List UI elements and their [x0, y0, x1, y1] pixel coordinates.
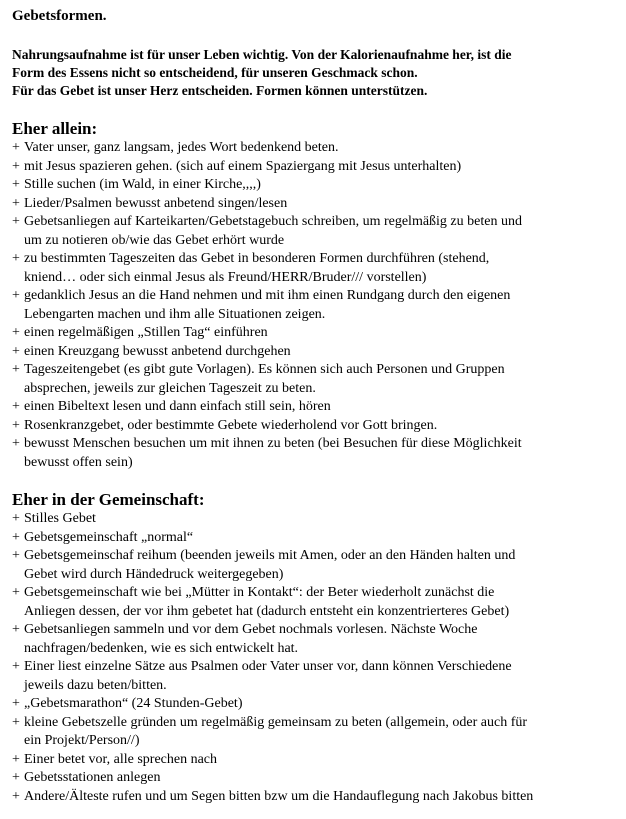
bullet-plus: +	[12, 436, 20, 451]
bullet-plus: +	[12, 140, 20, 155]
list-item-text: Stille suchen (im Wald, in einer Kirche,,,,)	[24, 177, 261, 192]
list-item	[12, 714, 616, 751]
list-item	[12, 139, 616, 158]
list-item	[12, 658, 616, 695]
bullet-plus: +	[12, 325, 20, 340]
bullet-plus: +	[12, 158, 20, 174]
section-heading-alone: Eher allein:	[12, 119, 98, 138]
bullet-plus: +	[12, 548, 20, 563]
list-item	[12, 213, 616, 250]
bullet-plus: +	[12, 511, 20, 526]
list-item-text: Einer liest einzelne Sätze aus Psalmen oder Vater unser vor, dann können Verschiedene	[24, 659, 512, 674]
bullet-plus: +	[12, 417, 20, 433]
list-item-text: Lieder/Psalmen bewusst anbetend singen/lesen	[24, 195, 288, 211]
intro-line: Form des Essens nicht so entscheidend, für unseren Geschmack schon.	[12, 65, 418, 80]
bullet-plus: +	[12, 177, 20, 192]
list-item-text: kniend… oder sich einmal Jesus als Freund/HERR/Bruder/// vorstellen)	[24, 269, 427, 285]
list-item-text: bewusst Menschen besuchen um mit ihnen zu beten (bei Besuchen für diese Möglichkeit	[24, 436, 522, 451]
list-item	[12, 417, 616, 436]
list-item-text: absprechen, jeweils zur gleichen Tageszeit zu beten.	[24, 380, 316, 396]
list-item-text: Gebetsgemeinschaft „normal“	[24, 529, 194, 545]
list-item-text: Vater unser, ganz langsam, jedes Wort bedenkend beten.	[24, 140, 339, 155]
list-item	[12, 529, 616, 548]
list-alone	[12, 139, 616, 472]
list-item-text: Gebetsgemeinschaft wie bei „Mütter in Kontakt“: der Beter wiederholt zunächst die	[24, 585, 495, 600]
document-page	[12, 6, 616, 806]
list-item-text: Gebetsanliegen sammeln und vor dem Gebet nochmals vorlesen. Nächste Woche	[24, 622, 478, 637]
intro-paragraph	[12, 46, 616, 100]
list-item	[12, 584, 616, 621]
bullet-plus: +	[12, 770, 20, 785]
list-item	[12, 510, 616, 529]
bullet-plus: +	[12, 399, 20, 414]
list-item-text: zu bestimmten Tageszeiten das Gebet in besonderen Formen durchführen (stehend,	[24, 251, 490, 266]
list-item-text: um zu notieren ob/wie das Gebet erhört wurde	[24, 232, 285, 248]
bullet-plus: +	[12, 195, 20, 211]
bullet-plus: +	[12, 659, 20, 674]
document-title: Gebetsformen.	[12, 8, 107, 24]
list-item	[12, 195, 616, 214]
bullet-plus: +	[12, 585, 20, 600]
bullet-plus: +	[12, 214, 20, 229]
list-item	[12, 769, 616, 788]
list-item-text: Andere/Älteste rufen und um Segen bitten bzw um die Handauflegung nach Jakobus bitten	[24, 788, 534, 804]
bullet-plus: +	[12, 696, 20, 711]
list-item	[12, 398, 616, 417]
section-heading-community: Eher in der Gemeinschaft:	[12, 490, 205, 509]
list-item	[12, 158, 616, 177]
list-item	[12, 176, 616, 195]
list-item	[12, 751, 616, 770]
bullet-plus: +	[12, 288, 20, 303]
list-item	[12, 788, 616, 807]
list-item-text: „Gebetsmarathon“ (24 Stunden-Gebet)	[24, 696, 243, 711]
list-item	[12, 435, 616, 472]
list-item-text: ein Projekt/Person//)	[24, 733, 140, 748]
list-item-text: Gebetsanliegen auf Karteikarten/Gebetstagebuch schreiben, um regelmäßig zu beten und	[24, 214, 522, 229]
bullet-plus: +	[12, 751, 20, 767]
list-item	[12, 695, 616, 714]
list-item-text: mit Jesus spazieren gehen. (sich auf einem Spaziergang mit Jesus unterhalten)	[24, 158, 462, 174]
bullet-plus: +	[12, 622, 20, 637]
list-item-text: einen regelmäßigen „Stillen Tag“ einführen	[24, 325, 268, 340]
list-item-text: bewusst offen sein)	[24, 454, 133, 470]
list-item	[12, 324, 616, 343]
list-item	[12, 250, 616, 287]
list-item-text: Tageszeitengebet (es gibt gute Vorlagen). Es können sich auch Personen und Gruppen	[24, 362, 505, 377]
list-item-text: einen Kreuzgang bewusst anbetend durchgehen	[24, 343, 291, 359]
list-item-text: Lebengarten machen und ihm alle Situationen zeigen.	[24, 306, 326, 322]
list-item-text: einen Bibeltext lesen und dann einfach still sein, hören	[24, 399, 331, 414]
bullet-plus: +	[12, 714, 20, 730]
list-item-text: gedanklich Jesus an die Hand nehmen und mit ihm einen Rundgang durch den eigenen	[24, 288, 511, 303]
intro-line: Nahrungsaufnahme ist für unser Leben wichtig. Von der Kalorienaufnahme her, ist die	[12, 47, 512, 62]
bullet-plus: +	[12, 788, 20, 804]
list-item-text: Einer betet vor, alle sprechen nach	[24, 751, 218, 767]
list-item	[12, 287, 616, 324]
list-item	[12, 621, 616, 658]
list-item-text: nachfragen/bedenken, wie es sich entwickelt hat.	[24, 640, 299, 656]
list-item-text: Gebetsstationen anlegen	[24, 770, 161, 785]
bullet-plus: +	[12, 251, 20, 266]
list-item-text: jeweils dazu beten/bitten.	[24, 677, 167, 693]
list-item-text: Gebet wird durch Händedruck weitergegeben)	[24, 566, 284, 582]
list-item-text: Stilles Gebet	[24, 511, 96, 526]
list-item-text: Rosenkranzgebet, oder bestimmte Gebete wiederholend vor Gott bringen.	[24, 417, 438, 433]
bullet-plus: +	[12, 362, 20, 377]
bullet-plus: +	[12, 529, 20, 545]
list-item-text: Gebetsgemeinschaf reihum (beenden jeweils mit Amen, oder an den Händen halten und	[24, 548, 516, 563]
list-item	[12, 547, 616, 584]
list-item-text: Anliegen dessen, der vor ihm gebetet hat (dadurch entsteht ein konzentrierteres Gebet)	[24, 603, 510, 619]
list-item	[12, 361, 616, 398]
intro-line: Für das Gebet ist unser Herz entscheiden. Formen können unterstützen.	[12, 83, 428, 98]
list-community	[12, 510, 616, 806]
bullet-plus: +	[12, 343, 20, 359]
list-item	[12, 343, 616, 362]
list-item-text: kleine Gebetszelle gründen um regelmäßig gemeinsam zu beten (allgemein, oder auch für	[24, 714, 528, 730]
